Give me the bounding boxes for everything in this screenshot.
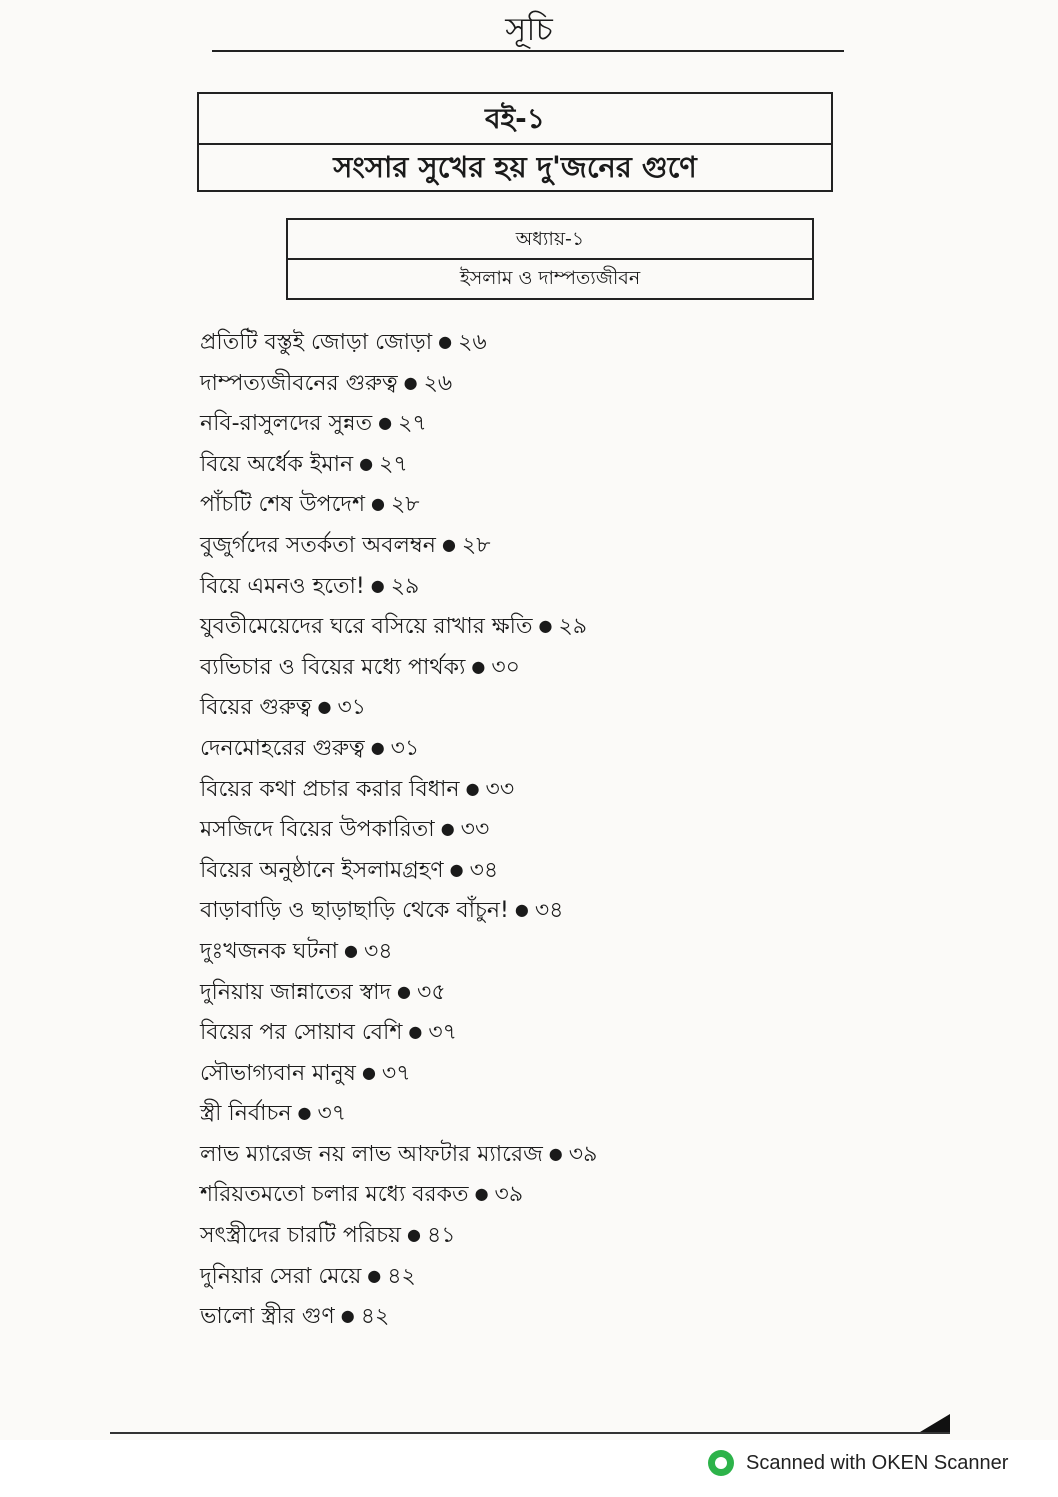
- toc-entry-page: ২৭: [398, 411, 427, 437]
- bullet-separator-icon: ●: [367, 1265, 382, 1285]
- toc-entry-page: ৩৪: [534, 898, 564, 924]
- toc-entry-page: ৩১: [337, 695, 367, 721]
- toc-entry-title: পাঁচটি শেষ উপদেশ: [200, 492, 366, 518]
- toc-entry-page: ৪২: [387, 1263, 416, 1289]
- heading-divider: [212, 50, 844, 52]
- bullet-separator-icon: ●: [441, 534, 456, 554]
- chapter-title-box: [286, 218, 814, 300]
- toc-entry-title: স্ত্রী নির্বাচন: [200, 1101, 292, 1127]
- toc-entry-page: ৪১: [426, 1223, 456, 1249]
- bullet-separator-icon: ●: [408, 1022, 423, 1042]
- toc-entry: [200, 769, 840, 810]
- book-title: সংসার সুখের হয় দু'জনের গুণে: [333, 150, 697, 184]
- toc-entry-title: বুজুর্গদের সতর্কতা অবলম্বন: [200, 532, 436, 558]
- toc-entry: [200, 647, 840, 688]
- bullet-separator-icon: ●: [440, 819, 455, 839]
- page-corner-mark: [920, 1414, 950, 1432]
- toc-entry: [200, 606, 840, 647]
- table-of-contents: [200, 322, 840, 1337]
- toc-entry-title: দুনিয়ার সেরা মেয়ে: [200, 1263, 362, 1289]
- toc-entry-page: ৩৩: [460, 817, 490, 843]
- bullet-separator-icon: ●: [514, 900, 529, 920]
- toc-entry-page: ৩৯: [568, 1141, 598, 1167]
- chapter-label: অধ্যায়-১: [288, 220, 812, 260]
- bullet-separator-icon: ●: [370, 737, 385, 757]
- scanner-logo-icon: [708, 1450, 734, 1476]
- bullet-separator-icon: ●: [340, 1306, 355, 1326]
- toc-entry: [200, 322, 840, 363]
- watermark-text: Scanned with OKEN Scanner: [746, 1451, 1009, 1474]
- toc-entry: [200, 1053, 840, 1094]
- bullet-separator-icon: ●: [471, 656, 486, 676]
- toc-entry-page: ২৮: [390, 492, 420, 518]
- bullet-separator-icon: ●: [378, 413, 393, 433]
- toc-entry-title: বিয়ে অর্ধেক ইমান: [200, 451, 354, 477]
- toc-entry-page: ২৬: [458, 330, 487, 355]
- bullet-separator-icon: ●: [397, 981, 412, 1001]
- page-heading: সূচি: [505, 10, 553, 48]
- toc-entry-title: দুনিয়ায় জান্নাতের স্বাদ: [200, 979, 392, 1005]
- toc-entry: [200, 728, 840, 769]
- bullet-separator-icon: ●: [371, 494, 385, 514]
- toc-entry: [200, 890, 840, 931]
- toc-entry: [200, 1296, 840, 1337]
- toc-entry-page: ৩০: [491, 654, 520, 680]
- toc-entry: [200, 1215, 840, 1256]
- toc-entry-page: ২৮: [461, 532, 491, 558]
- toc-entry-page: ৩৩: [485, 776, 515, 802]
- toc-entry: [200, 1093, 840, 1134]
- bullet-separator-icon: ●: [370, 575, 385, 595]
- toc-entry: [200, 687, 840, 728]
- bullet-separator-icon: ●: [438, 332, 453, 351]
- toc-entry-title: লাভ ম্যারেজ নয় লাভ আফটার ম্যারেজ: [200, 1141, 543, 1167]
- toc-entry: [200, 403, 840, 444]
- toc-entry-page: ৩৪: [364, 938, 393, 964]
- bullet-separator-icon: ●: [344, 940, 358, 960]
- toc-entry-page: ৩৯: [494, 1182, 524, 1208]
- toc-entry-page: ৪২: [360, 1304, 390, 1330]
- toc-entry-title: ভালো স্ত্রীর গুণ: [200, 1304, 335, 1330]
- toc-entry-page: ২৯: [558, 614, 588, 640]
- toc-entry: [200, 850, 840, 891]
- toc-entry: [200, 484, 840, 525]
- toc-entry-title: বিয়ের পর সোয়াব বেশি: [200, 1020, 403, 1046]
- toc-entry: [200, 363, 840, 404]
- scanner-watermark: [708, 1448, 1008, 1478]
- bullet-separator-icon: ●: [474, 1184, 489, 1204]
- toc-entry-title: শরিয়তমতো চলার মধ্যে বরকত: [200, 1182, 469, 1208]
- bullet-separator-icon: ●: [449, 859, 464, 879]
- toc-entry: [200, 931, 840, 972]
- toc-entry-page: ৩৭: [428, 1020, 457, 1046]
- toc-entry-title: দাম্পত্যজীবনের গুরুত্ব: [200, 370, 398, 396]
- toc-entry-title: সৌভাগ্যবান মানুষ: [200, 1060, 356, 1086]
- bullet-separator-icon: ●: [407, 1225, 421, 1245]
- bullet-separator-icon: ●: [538, 616, 553, 636]
- book-title-box: [197, 92, 833, 192]
- bullet-separator-icon: ●: [297, 1103, 312, 1123]
- toc-entry-title: মসজিদে বিয়ের উপকারিতা: [200, 817, 435, 843]
- toc-entry: [200, 972, 840, 1013]
- toc-entry-page: ২৯: [390, 573, 420, 599]
- bullet-separator-icon: ●: [317, 697, 332, 717]
- book-label: বই-১: [199, 94, 831, 145]
- toc-entry: [200, 1012, 840, 1053]
- toc-entry-page: ৩৭: [381, 1060, 411, 1086]
- chapter-title: ইসলাম ও দাম্পত্যজীবন: [459, 267, 641, 289]
- toc-entry-title: সৎস্ত্রীদের চারটি পরিচয়: [200, 1223, 402, 1249]
- bullet-separator-icon: ●: [361, 1062, 376, 1082]
- toc-entry: [200, 566, 840, 607]
- toc-entry-page: ২৭: [379, 451, 408, 477]
- bullet-separator-icon: ●: [403, 372, 418, 392]
- toc-entry: [200, 1174, 840, 1215]
- toc-entry-title: বিয়ে এমনও হতো!: [200, 573, 365, 599]
- toc-entry: [200, 1134, 840, 1175]
- toc-entry-page: ৩৭: [317, 1101, 347, 1127]
- toc-entry-title: প্রতিটি বস্তুই জোড়া জোড়া: [200, 330, 433, 355]
- bullet-separator-icon: ●: [359, 453, 374, 473]
- toc-entry-title: বাড়াবাড়ি ও ছাড়াছাড়ি থেকে বাঁচুন!: [200, 898, 509, 924]
- page-bottom-edge: [110, 1432, 950, 1434]
- toc-entry-title: বিয়ের কথা প্রচার করার বিধান: [200, 776, 460, 802]
- toc-entry-page: ২৬: [423, 370, 453, 396]
- bullet-separator-icon: ●: [465, 778, 480, 798]
- bullet-separator-icon: ●: [548, 1143, 563, 1163]
- toc-entry: [200, 525, 840, 566]
- toc-entry-title: বিয়ের গুরুত্ব: [200, 695, 312, 721]
- toc-entry-page: ৩৫: [417, 979, 446, 1005]
- toc-entry-page: ৩৪: [469, 857, 499, 883]
- toc-entry: [200, 809, 840, 850]
- toc-entry-page: ৩১: [390, 735, 420, 761]
- toc-entry-title: দুঃখজনক ঘটনা: [200, 938, 339, 964]
- toc-entry: [200, 1256, 840, 1297]
- toc-entry-title: বিয়ের অনুষ্ঠানে ইসলামগ্রহণ: [200, 857, 444, 883]
- toc-entry-title: ব্যভিচার ও বিয়ের মধ্যে পার্থক্য: [200, 654, 466, 680]
- toc-entry-title: যুবতীমেয়েদের ঘরে বসিয়ে রাখার ক্ষতি: [200, 614, 533, 640]
- toc-entry: [200, 444, 840, 485]
- toc-entry-title: নবি-রাসুলদের সুন্নত: [200, 411, 373, 437]
- toc-entry-title: দেনমোহরের গুরুত্ব: [200, 735, 365, 761]
